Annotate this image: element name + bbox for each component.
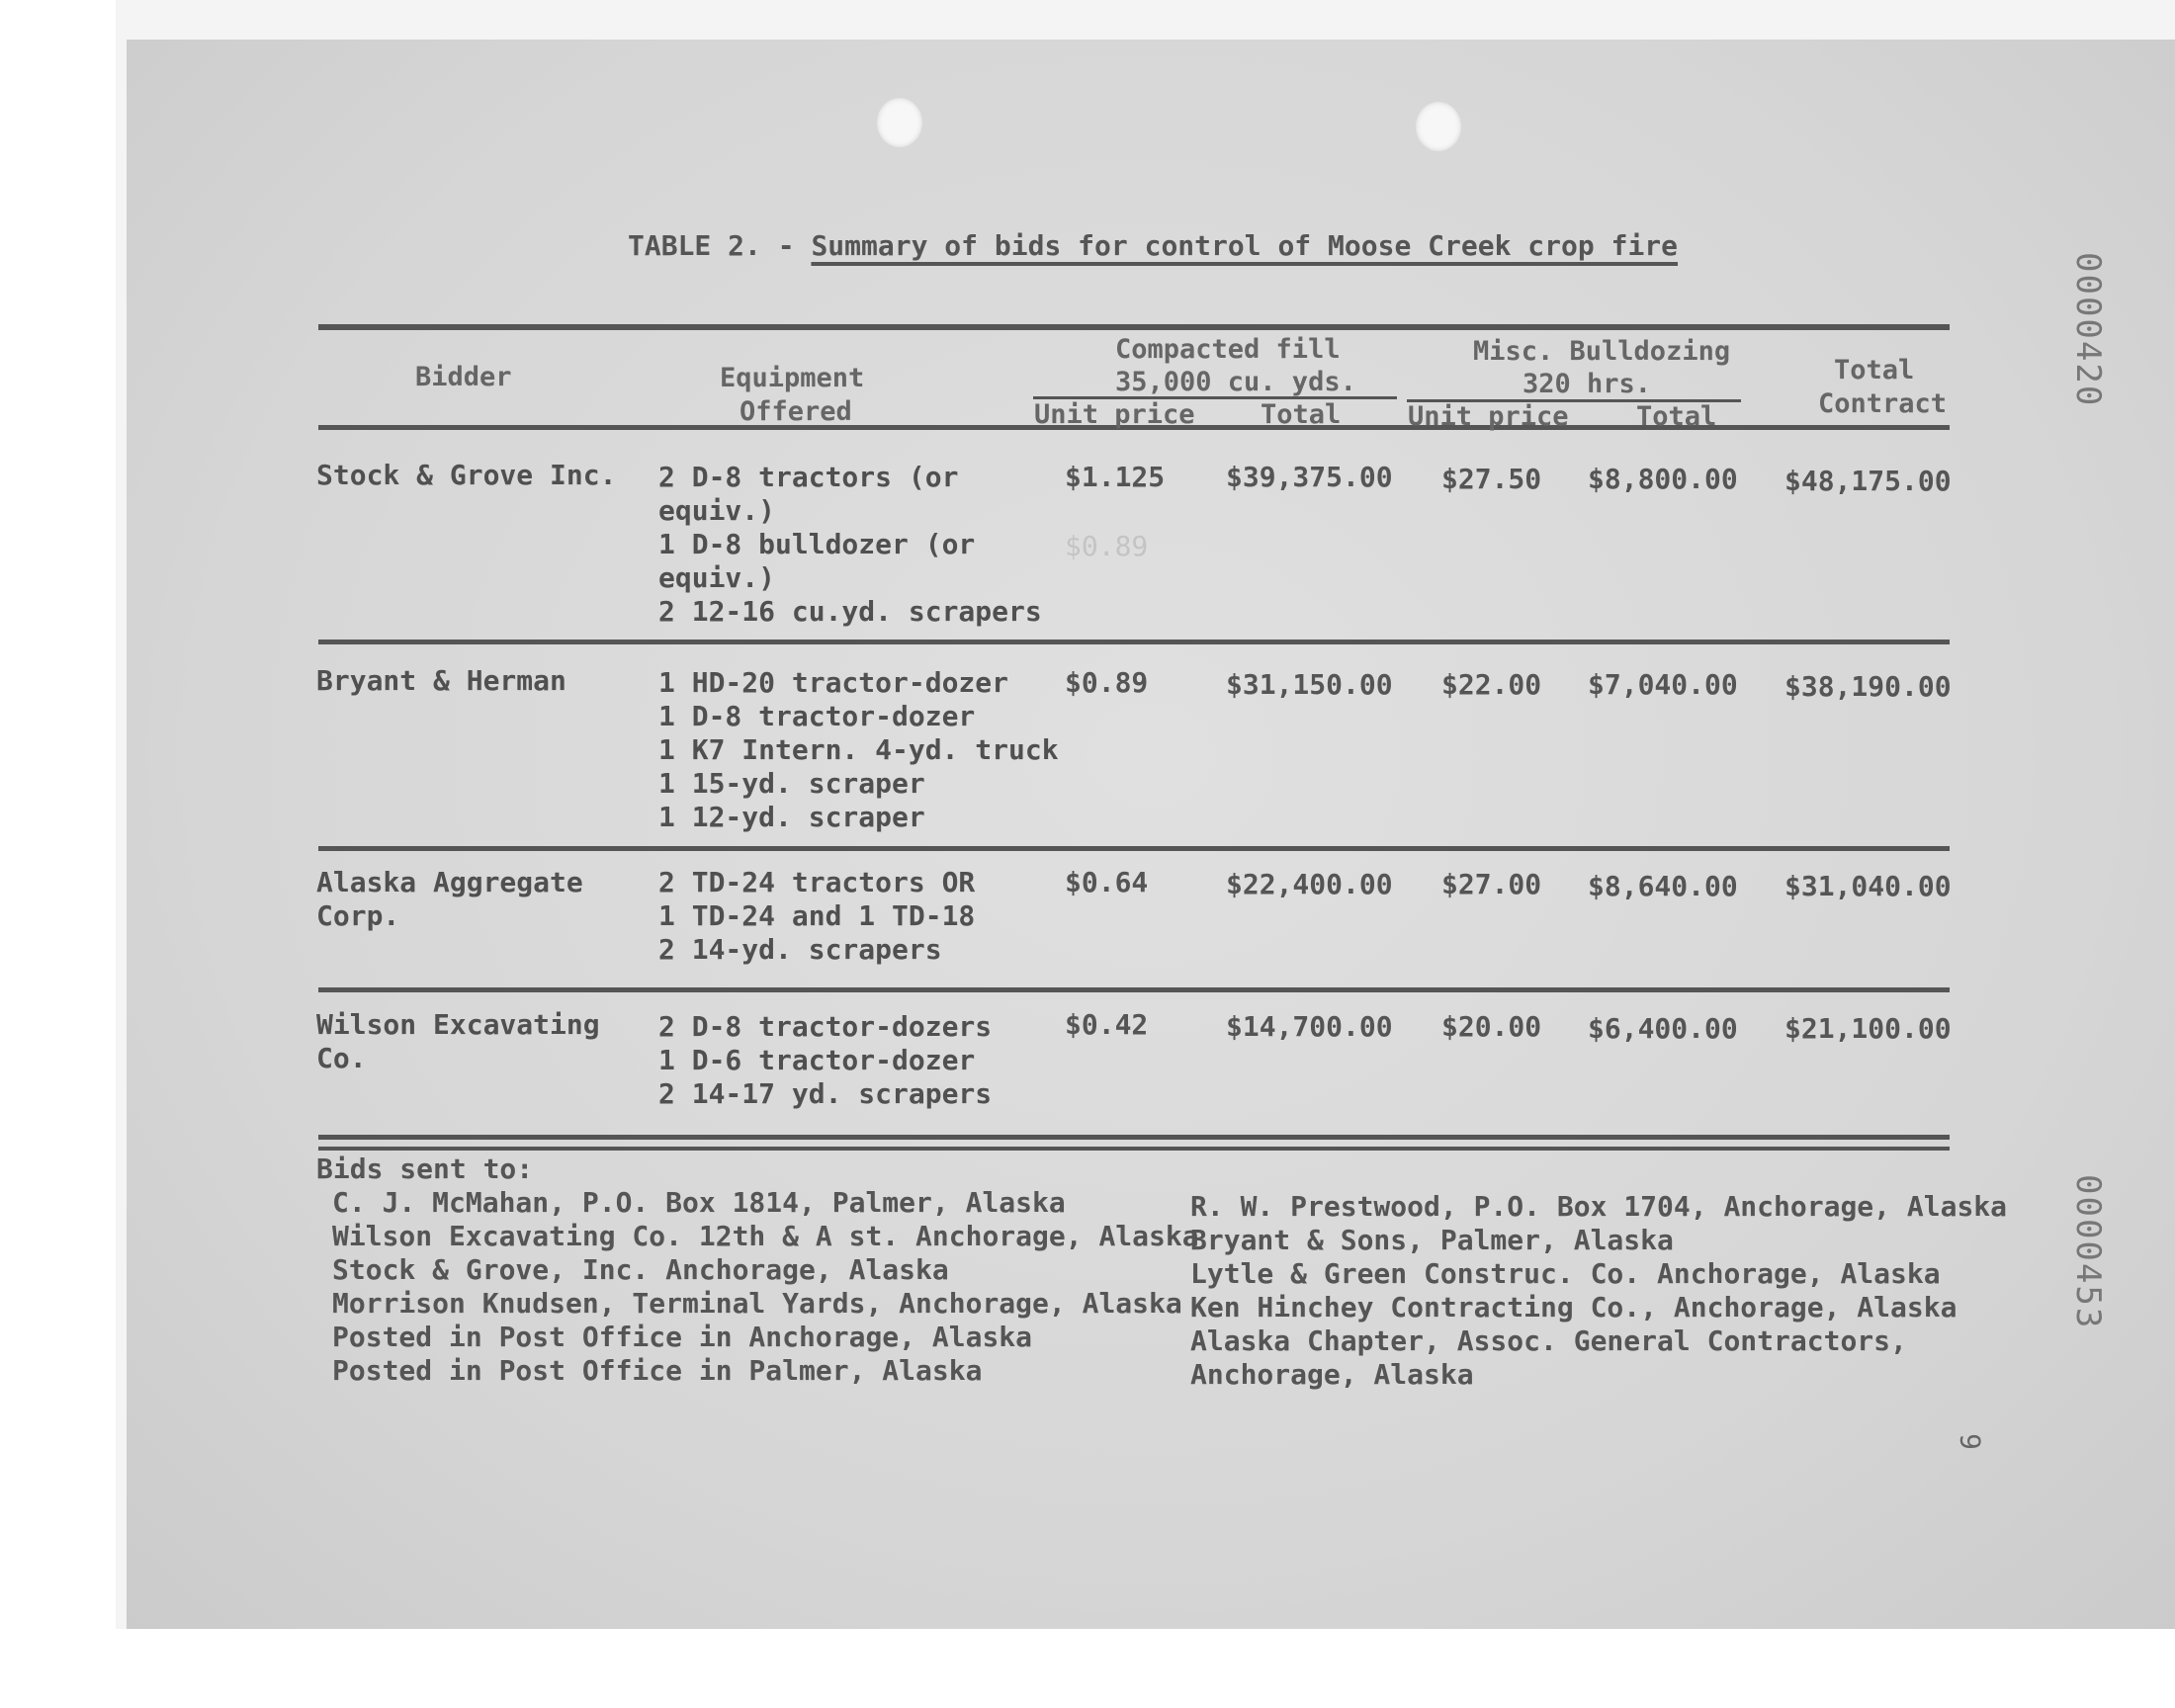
table-row-equipment-line: 2 D-8 tractor-dozers xyxy=(658,1010,993,1043)
table-row-equipment-line: equiv.) xyxy=(658,561,776,594)
header-bidder: Bidder xyxy=(415,362,512,392)
table-row-bidder: Co. xyxy=(316,1042,367,1074)
table-row-bidder: Wilson Excavating xyxy=(316,1008,600,1041)
bids-sent-left-line: Wilson Excavating Co. 12th & A st. Anchorage, Alaska xyxy=(332,1220,1199,1252)
fill-unit-price: $0.89 xyxy=(1065,666,1149,699)
table-title xyxy=(628,229,1678,262)
table-row-equipment-line: 1 K7 Intern. 4-yd. truck xyxy=(658,733,1059,766)
table-bottom-rule-2 xyxy=(318,1147,1950,1151)
dozing-total: $6,400.00 xyxy=(1588,1012,1738,1045)
bids-sent-left-line: Stock & Grove, Inc. Anchorage, Alaska xyxy=(332,1253,949,1286)
bids-sent-left-line: Morrison Knudsen, Terminal Yards, Anchorage, Alaska xyxy=(332,1287,1182,1320)
punch-hole-right xyxy=(1416,102,1461,151)
bids-sent-right-line: Alaska Chapter, Assoc. General Contractors, xyxy=(1190,1324,1907,1357)
total-contract: $38,190.00 xyxy=(1784,670,1952,703)
table-row-equipment-line: 2 D-8 tractors (or xyxy=(658,461,959,493)
punch-hole-left xyxy=(877,98,922,147)
header-equipment: Equipment xyxy=(720,363,865,393)
dozing-unit-price: $20.00 xyxy=(1441,1010,1542,1043)
table-row-equipment-line: 1 D-8 tractor-dozer xyxy=(658,700,976,732)
total-contract: $48,175.00 xyxy=(1784,465,1952,497)
bids-sent-heading: Bids sent to: xyxy=(316,1153,534,1185)
table-row-bidder: Corp. xyxy=(316,899,400,932)
dozing-unit-price: $22.00 xyxy=(1441,668,1542,701)
table-row-equipment-line: 1 15-yd. scraper xyxy=(658,767,925,800)
bids-sent-right-line: Lytle & Green Construc. Co. Anchorage, Alaska xyxy=(1190,1257,1941,1290)
bids-sent-right-line: R. W. Prestwood, P.O. Box 1704, Anchorage, Alaska xyxy=(1190,1190,2008,1223)
table-row-equipment-line: 2 12-16 cu.yd. scrapers xyxy=(658,595,1042,628)
fill-unit-price: $0.42 xyxy=(1065,1008,1149,1041)
page-number: 6 xyxy=(1954,1433,1987,1450)
total-contract: $21,100.00 xyxy=(1784,1012,1952,1045)
header-compacted-fill: Compacted fill xyxy=(1115,334,1341,365)
dozing-unit-price: $27.50 xyxy=(1441,463,1542,495)
dozing-unit-price: $27.00 xyxy=(1441,868,1542,900)
table-row-equipment-line: 1 TD-24 and 1 TD-18 xyxy=(658,899,976,932)
table-row-bidder: Stock & Grove Inc. xyxy=(316,459,617,491)
header-total-contract-2: Contract xyxy=(1818,388,1948,419)
archive-stamp-bottom: 0000453 xyxy=(2068,1174,2108,1330)
fill-total: $31,150.00 xyxy=(1226,668,1393,701)
header-dozing-total: Total xyxy=(1636,401,1717,432)
dozing-total: $8,800.00 xyxy=(1588,463,1738,495)
header-total-contract-1: Total xyxy=(1834,355,1915,385)
document-page xyxy=(127,40,2175,1629)
bids-sent-left-line: C. J. McMahan, P.O. Box 1814, Palmer, Alaska xyxy=(332,1186,1066,1219)
faint-annotation: $0.89 xyxy=(1065,530,1149,562)
table-bottom-rule-1 xyxy=(318,1135,1950,1140)
bids-sent-right-line: Anchorage, Alaska xyxy=(1190,1358,1474,1391)
table-row-bidder: Alaska Aggregate xyxy=(316,866,583,898)
header-offered: Offered xyxy=(740,396,852,427)
fill-total: $39,375.00 xyxy=(1226,461,1393,493)
dozing-total: $7,040.00 xyxy=(1588,668,1738,701)
total-contract: $31,040.00 xyxy=(1784,870,1952,902)
row-separator-1 xyxy=(318,640,1950,644)
row-separator-3 xyxy=(318,987,1950,992)
header-misc-bulldozing: Misc. Bulldozing xyxy=(1473,336,1731,367)
table-row-equipment-line: 1 12-yd. scraper xyxy=(658,801,925,833)
header-compacted-fill-qty: 35,000 cu. yds. xyxy=(1115,367,1356,397)
table-row-equipment-line: equiv.) xyxy=(658,494,776,527)
bids-sent-right-line: Ken Hinchey Contracting Co., Anchorage, Alaska xyxy=(1190,1291,1958,1324)
table-row-equipment-line: 2 14-yd. scrapers xyxy=(658,933,942,966)
header-fill-total: Total xyxy=(1261,399,1342,430)
table-top-rule xyxy=(318,324,1950,330)
fill-total: $14,700.00 xyxy=(1226,1010,1393,1043)
fill-unit-price: $1.125 xyxy=(1065,461,1166,493)
fill-unit-price: $0.64 xyxy=(1065,866,1149,898)
bids-sent-left-line: Posted in Post Office in Palmer, Alaska xyxy=(332,1354,983,1387)
fill-total: $22,400.00 xyxy=(1226,868,1393,900)
row-separator-2 xyxy=(318,846,1950,851)
bids-sent-right-line: Bryant & Sons, Palmer, Alaska xyxy=(1190,1224,1674,1256)
table-number: TABLE 2. - xyxy=(628,229,812,262)
table-row-equipment-line: 1 D-8 bulldozer (or xyxy=(658,528,976,560)
header-dozing-unit-price: Unit price xyxy=(1408,401,1569,432)
dozing-total: $8,640.00 xyxy=(1588,870,1738,902)
header-fill-unit-price: Unit price xyxy=(1034,399,1195,430)
table-row-bidder: Bryant & Herman xyxy=(316,664,566,697)
table-row-equipment-line: 1 HD-20 tractor-dozer xyxy=(658,666,1009,699)
table-caption: Summary of bids for control of Moose Creek crop fire xyxy=(811,229,1679,262)
header-bulldozing-hours: 320 hrs. xyxy=(1522,369,1652,399)
table-row-equipment-line: 2 14-17 yd. scrapers xyxy=(658,1077,993,1110)
bids-sent-left-line: Posted in Post Office in Anchorage, Alaska xyxy=(332,1321,1033,1353)
table-row-equipment-line: 2 TD-24 tractors OR xyxy=(658,866,976,898)
table-row-equipment-line: 1 D-6 tractor-dozer xyxy=(658,1044,976,1076)
archive-stamp-top: 0000420 xyxy=(2068,252,2108,408)
